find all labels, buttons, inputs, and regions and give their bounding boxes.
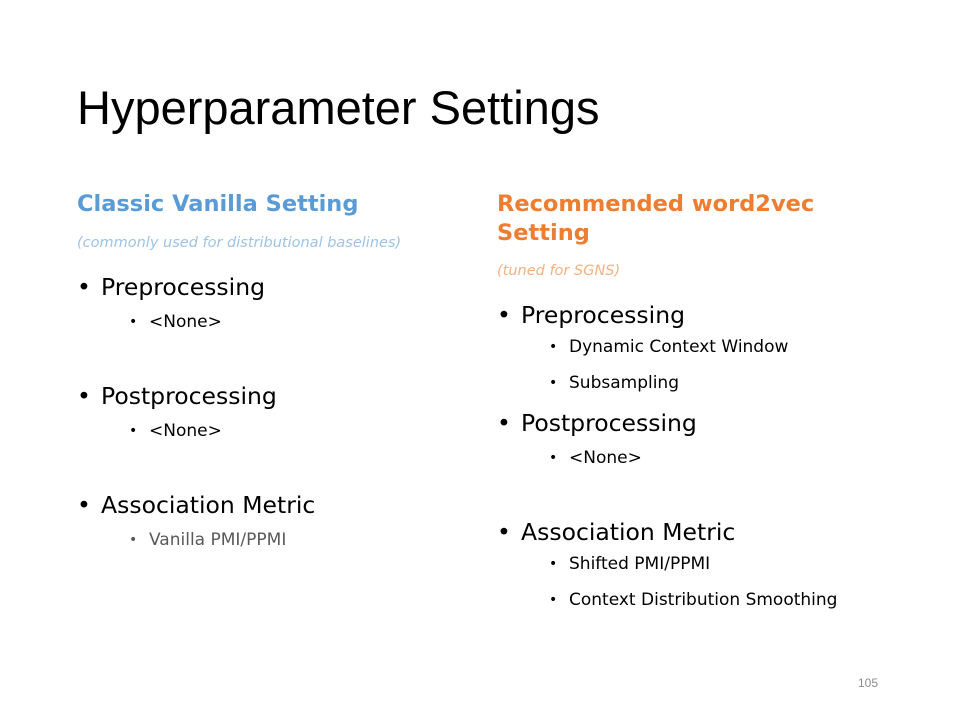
bullet-icon: • — [549, 556, 558, 572]
left-subitem — [129, 530, 427, 551]
bullet-icon: • — [497, 518, 511, 546]
right-subitem-text: Context Distribution Smoothing — [569, 590, 838, 610]
bullet-icon: • — [77, 491, 91, 519]
bullet-icon: • — [129, 532, 138, 548]
right-subitem-text: Shifted PMI/PPMI — [569, 554, 711, 574]
left-column — [77, 190, 427, 551]
left-subitem-text: Vanilla PMI/PPMI — [149, 530, 287, 550]
left-item-label: Postprocessing — [101, 382, 277, 410]
right-bullet-list — [497, 298, 857, 611]
right-subitem — [549, 448, 857, 469]
slide-title: Hyperparameter Settings — [77, 81, 600, 134]
right-item-label: Postprocessing — [521, 409, 697, 437]
right-subheading: (tuned for SGNS) — [497, 263, 621, 279]
right-subitem — [549, 373, 857, 394]
left-subitem-text: <None> — [149, 312, 222, 332]
right-subitem — [549, 554, 857, 575]
right-item-association-metric — [497, 515, 857, 611]
bullet-icon: • — [549, 375, 558, 391]
left-subitem — [129, 421, 427, 442]
right-item-label: Association Metric — [521, 518, 736, 546]
right-item-postprocessing — [497, 406, 857, 469]
left-bullet-list — [77, 270, 427, 551]
right-subitem-text: Subsampling — [569, 373, 679, 393]
bullet-icon: • — [497, 301, 511, 329]
left-item-association-metric — [77, 488, 427, 551]
right-heading: Recommended word2vec Setting — [497, 191, 815, 246]
right-item-preprocessing — [497, 298, 857, 394]
left-subitem-text: <None> — [149, 421, 222, 441]
bullet-icon: • — [497, 409, 511, 437]
left-item-postprocessing — [77, 379, 427, 442]
left-subitem — [129, 312, 427, 333]
right-subitem — [549, 590, 857, 611]
left-item-label: Preprocessing — [101, 273, 266, 301]
bullet-icon: • — [549, 339, 558, 355]
left-heading: Classic Vanilla Setting — [77, 191, 359, 217]
right-subitem-text: <None> — [569, 448, 642, 468]
right-subitem-text: Dynamic Context Window — [569, 337, 789, 357]
page-number: 105 — [858, 676, 879, 690]
left-item-preprocessing — [77, 270, 427, 333]
bullet-icon: • — [77, 382, 91, 410]
bullet-icon: • — [129, 314, 138, 330]
bullet-icon: • — [129, 423, 138, 439]
bullet-icon: • — [549, 450, 558, 466]
bullet-icon: • — [549, 592, 558, 608]
bullet-icon: • — [77, 273, 91, 301]
left-subheading: (commonly used for distributional baselines) — [77, 235, 402, 251]
left-item-label: Association Metric — [101, 491, 316, 519]
right-item-label: Preprocessing — [521, 301, 686, 329]
right-subitem — [549, 337, 857, 358]
right-column — [497, 190, 857, 611]
